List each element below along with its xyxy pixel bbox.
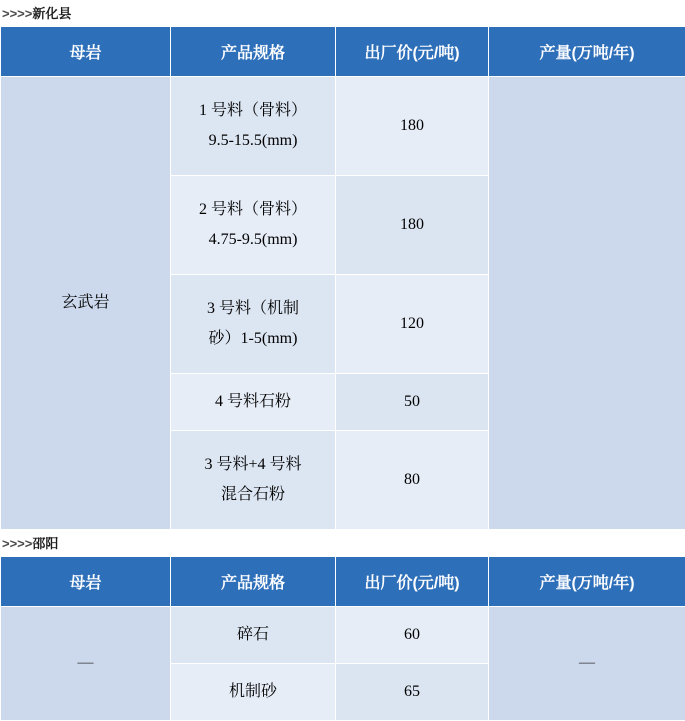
cell-spec: 机制砂	[171, 664, 336, 721]
spec-line-2: 4.75-9.5(mm)	[179, 225, 327, 255]
spec-line-2: 砂）1-5(mm)	[179, 324, 327, 354]
section-heading-1	[0, 0, 685, 26]
heading-title-1: 新化县	[32, 6, 71, 21]
column-header-yield: 产量(万吨/年)	[489, 557, 685, 607]
heading-arrows-2: >>>>	[2, 536, 32, 551]
cell-spec: 碎石	[171, 607, 336, 664]
price-table-xinhua	[0, 26, 685, 530]
column-header-spec: 产品规格	[171, 557, 336, 607]
cell-price: 180	[336, 77, 489, 176]
table-row	[1, 607, 685, 664]
spec-line-1: 3 号料+4 号料	[179, 450, 327, 480]
cell-yield	[489, 77, 685, 530]
spec-line-1: 4 号料石粉	[179, 387, 327, 417]
table-header-row	[1, 27, 685, 77]
heading-arrows-1: >>>>	[2, 6, 32, 21]
heading-title-2: 邵阳	[32, 536, 58, 551]
section-heading-2	[0, 530, 685, 556]
price-table-shaoyang	[0, 556, 685, 721]
cell-spec	[171, 374, 336, 431]
cell-rock-type: —	[1, 607, 171, 721]
cell-spec	[171, 77, 336, 176]
cell-spec	[171, 431, 336, 530]
spec-line-1: 1 号料（骨料）	[179, 96, 327, 126]
column-header-price: 出厂价(元/吨)	[336, 557, 489, 607]
column-header-spec: 产品规格	[171, 27, 336, 77]
cell-price: 50	[336, 374, 489, 431]
column-header-yield: 产量(万吨/年)	[489, 27, 685, 77]
cell-price: 80	[336, 431, 489, 530]
column-header-price: 出厂价(元/吨)	[336, 27, 489, 77]
column-header-rock: 母岩	[1, 27, 171, 77]
cell-spec	[171, 275, 336, 374]
cell-price: 180	[336, 176, 489, 275]
cell-yield: —	[489, 607, 685, 721]
cell-price: 120	[336, 275, 489, 374]
table-row	[1, 77, 685, 176]
spec-line-2: 9.5-15.5(mm)	[179, 126, 327, 156]
spec-line-1: 3 号料（机制	[179, 294, 327, 324]
table-header-row	[1, 557, 685, 607]
column-header-rock: 母岩	[1, 557, 171, 607]
spec-line-2: 混合石粉	[179, 480, 327, 510]
cell-rock-type: 玄武岩	[1, 77, 171, 530]
cell-price: 60	[336, 607, 489, 664]
spec-line-1: 2 号料（骨料）	[179, 195, 327, 225]
cell-price: 65	[336, 664, 489, 721]
cell-spec	[171, 176, 336, 275]
